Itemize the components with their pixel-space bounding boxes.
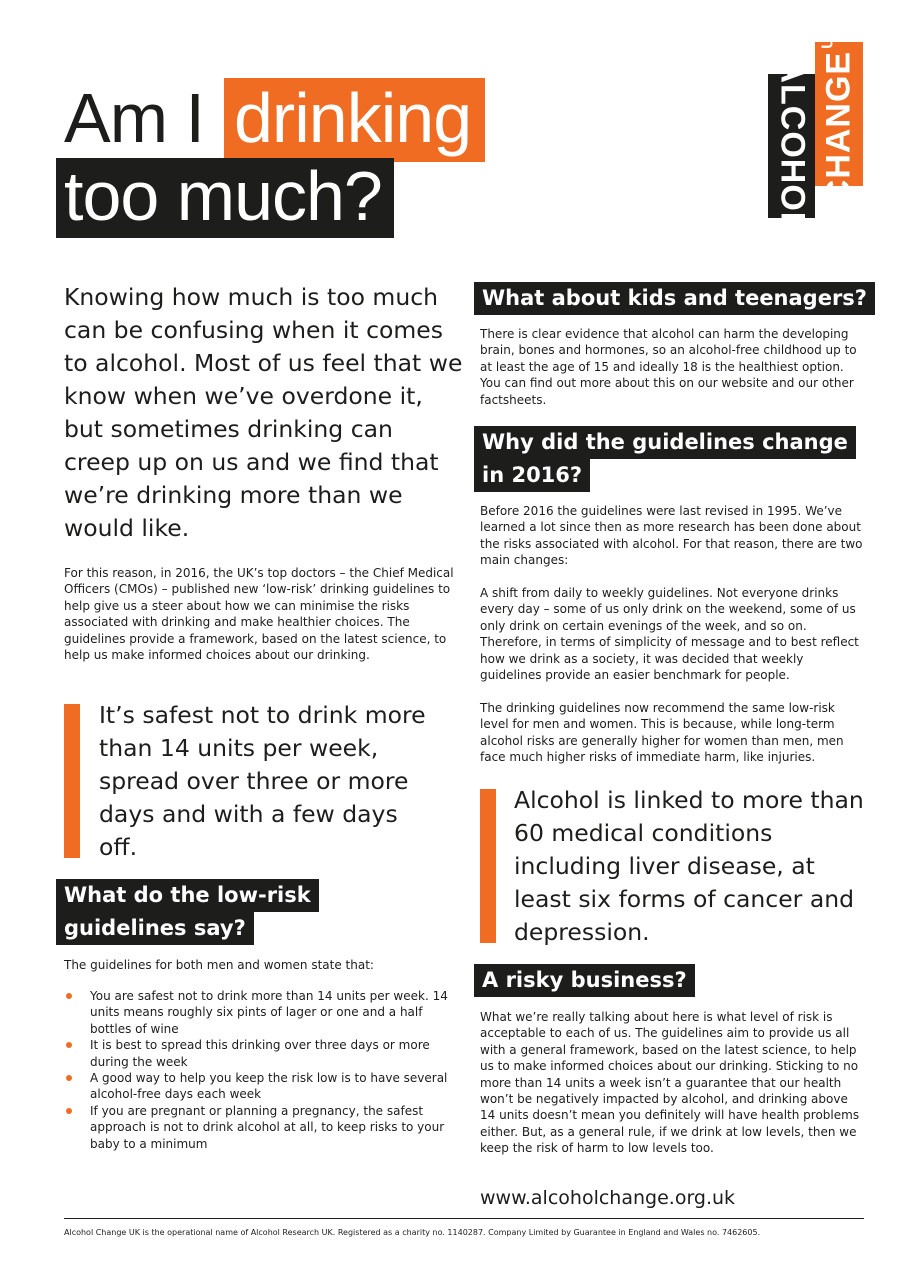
list-item-text: If you are pregnant or planning a pregnancy, the safest approach is not to drink alcohol at all, to keep risks to your baby to a minimum [90, 1103, 445, 1151]
heading-low-risk-guidelines [56, 879, 319, 945]
heading-why-change [474, 426, 856, 492]
kids-paragraph: There is clear evidence that alcohol can harm the developing brain, bones and hormones, so an alcohol-free childhood up to at least the age of 15 and ideally 18 is the healthiest option. You can find out more about this on our website and our other factsheets. [480, 327, 857, 407]
bullet-dot-icon [66, 1075, 72, 1081]
logo-change-wrapper [820, 24, 859, 204]
title-am-i: Am I [64, 79, 204, 157]
heading-line: guidelines say? [56, 912, 254, 945]
bullet-dot-icon [66, 993, 72, 999]
footer-divider [64, 1218, 864, 1219]
quote-accent-bar [480, 789, 496, 943]
risky-paragraph: What we’re really talking about here is what level of risk is acceptable to each of us. The guidelines aim to provide us all with a general framework, based on the latest science, to help us to make informed choices about our drinking. Sticking to no more than 14 units a week isn’t a guarantee that our health won’t be negatively impacted by alcohol, and drinking above 14 units doesn’t mean you definitely will have health problems either. But, as a general rule, if we drink at low levels, then we keep the risk of harm to low levels too. [480, 1010, 860, 1156]
logo-change-block [815, 23, 863, 205]
pull-quote-units: It’s safest not to drink more than 14 units per week, spread over three or more days and with a few days off. [99, 701, 426, 861]
heading-kids-teenagers [474, 282, 875, 315]
heading-line: A risky business? [474, 964, 695, 997]
list-item [64, 1070, 454, 1103]
guidelines-intro: The guidelines for both men and women state that: [64, 958, 374, 972]
bullet-dot-icon [66, 1108, 72, 1114]
list-item-text: You are safest not to drink more than 14 units per week. 14 units means roughly six pints of lager or one and a half bottles of wine [90, 989, 448, 1036]
why-paragraph-1: Before 2016 the guidelines were last revised in 1995. We’ve learned a lot since then as more research has been done about the risks associated with alcohol. For that reason, there are two main changes: [480, 504, 863, 568]
list-item-text: It is best to spread this drinking over three days or more during the week [90, 1038, 430, 1069]
title-too-much: too much? [56, 158, 394, 238]
footer-legal-text: Alcohol Change UK is the operational name of Alcohol Research UK. Registered as a charity no. 1140287. Company Limited by Guarantee in England and Wales no. 7462605. [64, 1228, 761, 1237]
heading-line: Why did the guidelines change [474, 426, 856, 459]
logo-uk-text: UK [819, 23, 837, 49]
heading-risky-business [474, 964, 695, 997]
cmo-paragraph: For this reason, in 2016, the UK’s top doctors – the Chief Medical Officers (CMOs) – published new ‘low-risk’ drinking guidelines to help give us a steer about how we can minimise the risks associated with drinking and make healthier choices. The guidelines provide a framework, based on the latest science, to help us make informed choices about our drinking. [64, 566, 454, 663]
logo-change-text: CHANGE [819, 50, 858, 205]
heading-line: in 2016? [474, 459, 590, 492]
website-link[interactable]: www.alcoholchange.org.uk [480, 1187, 736, 1209]
list-item [64, 1103, 454, 1152]
bullet-dot-icon [66, 1042, 72, 1048]
list-item [64, 1037, 454, 1070]
heading-line: What about kids and teenagers? [474, 282, 875, 315]
quote-accent-bar [64, 704, 80, 858]
list-item-text: A good way to help you keep the risk low is to have several alcohol-free days each week [90, 1071, 448, 1102]
list-item [64, 988, 454, 1037]
intro-paragraph: Knowing how much is too much can be confusing when it comes to alcohol. Most of us feel that we know when we’ve overdone it, but sometimes drinking can creep up on us and we find that we’re drinking more than we would like. [64, 283, 463, 542]
why-paragraph-3: The drinking guidelines now recommend the same low-risk level for men and women. This is because, while long-term alcohol risks are generally higher for women than men, men face much higher risks of immediate harm, like injuries. [480, 700, 844, 765]
why-paragraph-2: A shift from daily to weekly guidelines. Not everyone drinks every day – some of us only drink on the weekend, some of us only drink on certain evenings of the week, and so on. Therefore, in terms of simplicity of message and to best reflect how we drink as a society, it was decided that weekly guidelines provide an easier benchmark for people. [480, 586, 859, 683]
logo-alcohol-block [768, 58, 815, 234]
why-paragraphs [480, 503, 865, 765]
guidelines-list [64, 988, 454, 1152]
pull-quote-conditions: Alcohol is linked to more than 60 medical conditions including liver disease, at least six forms of cancer and depression. [514, 786, 864, 946]
logo-alcohol-text: ALCOHOL [773, 58, 811, 234]
title-drinking-highlight: drinking [224, 78, 485, 162]
heading-line: What do the low-risk [56, 879, 319, 912]
